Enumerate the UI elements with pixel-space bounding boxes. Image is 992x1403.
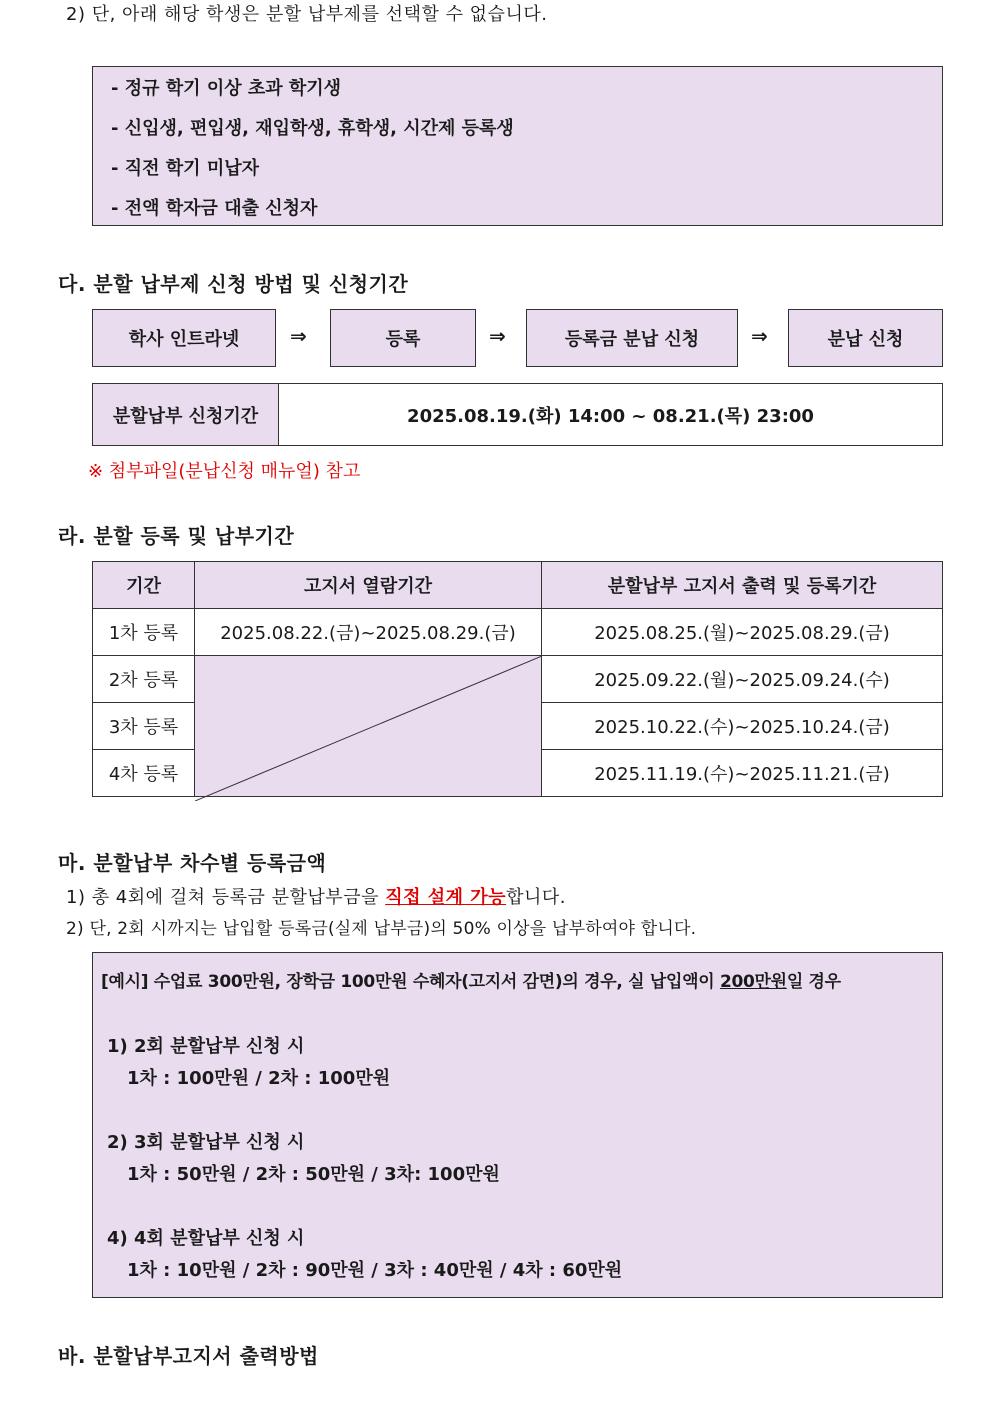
ma-line-1-post: 합니다. xyxy=(506,887,566,908)
case-4-detail: 1차 : 10만원 / 2차 : 90만원 / 3차 : 40만원 / 4차 : 60만원 xyxy=(127,1260,623,1281)
flow-arrow: ⇒ xyxy=(290,324,307,348)
restriction-item: - 정규 학기 이상 초과 학기생 xyxy=(111,78,342,99)
restriction-box xyxy=(92,66,943,226)
ma-line-1 xyxy=(66,883,566,909)
example-intro xyxy=(101,967,841,992)
row-label: 4차 등록 xyxy=(93,750,195,797)
schedule-table xyxy=(92,561,943,797)
row-label: 2차 등록 xyxy=(93,656,195,703)
section-da-heading: 다. 분할 납부제 신청 방법 및 신청기간 xyxy=(58,272,409,296)
table-header-row xyxy=(93,562,943,609)
row-label: 1차 등록 xyxy=(93,609,195,656)
view-period: 2025.08.22.(금)~2025.08.29.(금) xyxy=(195,609,542,656)
table-row xyxy=(93,656,943,703)
ma-line-2: 2) 단, 2회 시까지는 납입할 등록금(실제 납부금)의 50% 이상을 납부하여야 합니다. xyxy=(66,919,697,939)
col-header-period: 기간 xyxy=(93,562,195,609)
flow-arrow: ⇒ xyxy=(489,324,506,348)
period-value: 2025.08.19.(화) 14:00 ~ 08.21.(목) 23:00 xyxy=(407,405,814,427)
flow-step-intranet: 학사 인트라넷 xyxy=(92,309,276,367)
case-3-detail: 1차 : 50만원 / 2차 : 50만원 / 3차: 100만원 xyxy=(127,1164,500,1185)
col-header-pay: 분할납부 고지서 출력 및 등록기간 xyxy=(542,562,943,609)
example-intro-post: 일 경우 xyxy=(786,972,841,992)
section-ra-heading: 라. 분할 등록 및 납부기간 xyxy=(58,524,295,548)
flow-step-apply: 분납 신청 xyxy=(788,309,943,367)
example-intro-amount: 200만원 xyxy=(719,972,787,992)
ma-line-1-pre: 1) 총 4회에 걸쳐 등록금 분할납부금을 xyxy=(66,887,386,908)
case-4-title: 4) 4회 분할납부 신청 시 xyxy=(107,1228,305,1249)
view-period-merged xyxy=(195,656,542,797)
pay-period: 2025.10.22.(수)~2025.10.24.(금) xyxy=(542,703,943,750)
period-label: 분할납부 신청기간 xyxy=(93,384,279,445)
pay-period: 2025.11.19.(수)~2025.11.21.(금) xyxy=(542,750,943,797)
table-row xyxy=(93,609,943,656)
manual-notice: ※ 첨부파일(분납신청 매뉴얼) 참고 xyxy=(88,461,361,482)
flow-step-register: 등록 xyxy=(330,309,476,367)
diagonal-slash xyxy=(195,656,542,801)
top-note: 2) 단, 아래 해당 학생은 분할 납부제를 선택할 수 없습니다. xyxy=(66,4,548,25)
flow-arrow: ⇒ xyxy=(751,324,768,348)
row-label: 3차 등록 xyxy=(93,703,195,750)
col-header-view: 고지서 열람기간 xyxy=(195,562,542,609)
restriction-item: - 신입생, 편입생, 재입학생, 휴학생, 시간제 등록생 xyxy=(111,118,514,139)
case-3-title: 2) 3회 분할납부 신청 시 xyxy=(107,1132,305,1153)
ma-line-1-emphasis: 직접 설계 가능 xyxy=(385,887,507,908)
section-ma-heading: 마. 분할납부 차수별 등록금액 xyxy=(58,851,327,875)
pay-period: 2025.08.25.(월)~2025.08.29.(금) xyxy=(542,609,943,656)
example-box xyxy=(92,952,943,1298)
case-2-title: 1) 2회 분할납부 신청 시 xyxy=(107,1036,305,1057)
restriction-item: - 전액 학자금 대출 신청자 xyxy=(111,198,318,219)
case-2-detail: 1차 : 100만원 / 2차 : 100만원 xyxy=(127,1068,391,1089)
section-ba-heading: 바. 분할납부고지서 출력방법 xyxy=(58,1344,319,1368)
period-table xyxy=(92,383,943,446)
example-intro-pre: [예시] 수업료 300만원, 장학금 100만원 수혜자(고지서 감면)의 경우, 실 납입액이 xyxy=(101,972,720,992)
restriction-item: - 직전 학기 미납자 xyxy=(111,158,259,179)
flow-step-installment-apply: 등록금 분납 신청 xyxy=(526,309,738,367)
pay-period: 2025.09.22.(월)~2025.09.24.(수) xyxy=(542,656,943,703)
